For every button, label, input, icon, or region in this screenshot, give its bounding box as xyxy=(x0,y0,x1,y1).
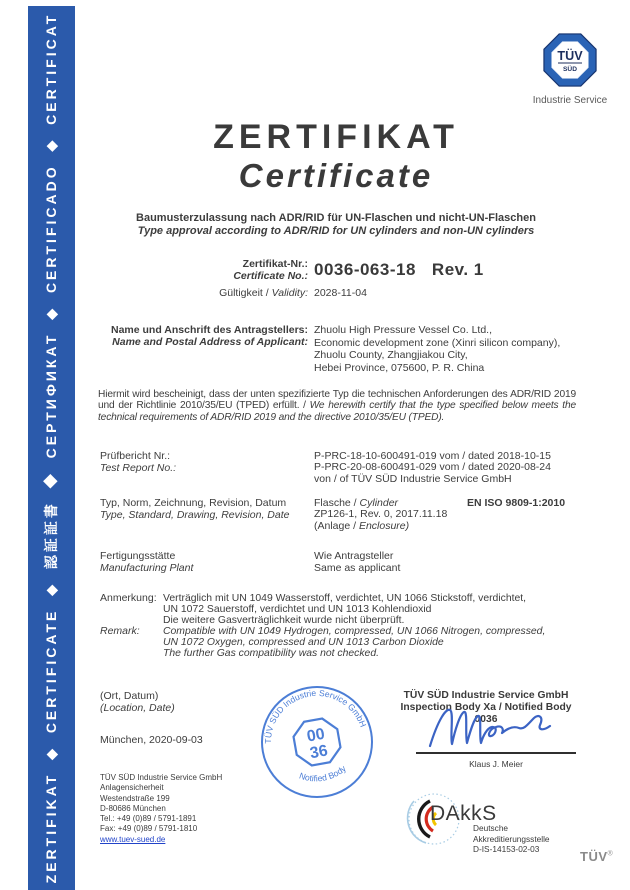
remark-label-de: Anmerkung: xyxy=(100,592,157,604)
test-report-line: P-PRC-20-08-600491-029 vom / dated 2020-08-24 xyxy=(314,461,551,474)
plant-value-en: Same as applicant xyxy=(314,562,401,574)
certificate-side-band xyxy=(28,6,75,890)
place-date-label-en: (Location, Date) xyxy=(100,701,175,714)
applicant-line: Zhuolu High Pressure Vessel Co. Ltd., xyxy=(314,324,493,336)
website-link[interactable]: www.tuev-sued.de xyxy=(100,834,166,844)
plant-label-de: Fertigungsstätte xyxy=(100,550,176,562)
remark-de-line: UN 1072 Sauerstoff, verdichtet und UN 1013 Kohlendioxid xyxy=(163,604,432,616)
approval-subtitle-en: Type approval according to ADR/RID for UN cylinders and non-UN cylinders xyxy=(137,225,535,237)
signature-area xyxy=(416,752,576,769)
type-label xyxy=(100,498,289,521)
tuv-corner-text: TÜV xyxy=(580,849,608,864)
inspection-body-role: Inspection Body Xa / Notified Body 0036 xyxy=(400,702,572,725)
cert-no-label-en: Certificate No.: xyxy=(233,269,308,282)
place-date-label xyxy=(100,691,175,714)
applicant-address xyxy=(314,324,560,374)
applicant-line: Zhuolu County, Zhangjiakou City, xyxy=(314,349,468,362)
remark-de-line: Verträglich mit UN 1049 Wasserstoff, verdichtet, UN 1066 Stickstoff, verdichtet, xyxy=(163,593,527,604)
standard-value: EN ISO 9809-1:2010 xyxy=(467,497,566,509)
remark-en-line: The further Gas compatibility was not checked. xyxy=(163,648,379,660)
footer-line: Anlagensicherheit xyxy=(100,783,164,793)
stamp-code-bottom: 36 xyxy=(308,742,330,763)
footer-line: Tel.: +49 (0)89 / 5791-1891 xyxy=(100,814,197,824)
footer-line: D-80686 München xyxy=(100,803,166,813)
cert-revision: Rev. 1 xyxy=(431,260,484,279)
enclosure-en: Enclosure) xyxy=(358,519,410,532)
dakks-caption xyxy=(473,823,550,855)
applicant-label-de: Name und Anschrift des Antragstellers: xyxy=(110,324,308,336)
notified-body-stamp xyxy=(259,684,375,800)
inspection-body-name: TÜV SÜD Industrie Service GmbH xyxy=(403,690,569,701)
cert-no-label xyxy=(100,259,308,282)
signature-stroke xyxy=(430,710,550,746)
dakks-caption-line: Deutsche xyxy=(473,823,509,833)
validity-label-de: Gültigkeit / xyxy=(219,287,272,299)
statement-en: We herewith certify that the type specified below meets the technical requirements of ADR/RID 2019 and the directive 2010/35/EU (TPED). xyxy=(98,400,576,423)
type-values xyxy=(314,498,447,532)
svg-text:Notified Body xyxy=(296,762,349,787)
stamp-ring-text-top: TÜV SÜD Industrie Service GmbH xyxy=(262,687,369,744)
test-report-label xyxy=(100,451,176,474)
test-report-label-de: Prüfbericht Nr.: xyxy=(100,450,171,462)
type-value-en: Cylinder xyxy=(359,497,399,509)
cert-no-value xyxy=(314,260,484,280)
registered-mark: ® xyxy=(607,850,614,858)
plant-label-en: Manufacturing Plant xyxy=(100,562,194,574)
dakks-caption-line: Akkreditierungsstelle xyxy=(473,833,550,844)
dakks-caption-line: D-IS-14153-02-03 xyxy=(473,844,540,855)
footer-line: Westendstraße 199 xyxy=(100,793,170,803)
type-value-de: Flasche / xyxy=(314,497,360,509)
plant-label xyxy=(100,550,193,574)
enclosure-de: (Anlage / xyxy=(314,519,359,532)
remark-de-text xyxy=(163,593,571,626)
validity-label-en: Validity: xyxy=(271,287,308,299)
test-report-line: P-PRC-18-10-600491-019 vom / dated 2018-10-15 xyxy=(314,450,551,462)
statement-de: Hiermit wird bescheinigt, dass der unten spezifizierte Typ die technischen Anforderungen des ADR/RID 2019 und der Richtlinie 2010/35/EU (TPED) erfüllt. / xyxy=(98,389,576,412)
validity-value: 2028-11-04 xyxy=(314,287,367,299)
applicant-label xyxy=(100,324,308,348)
logo-text-sud: SÜD xyxy=(563,65,577,73)
cert-number: 0036-063-18 xyxy=(314,260,416,279)
dakks-arc-black xyxy=(419,801,430,837)
remark-de-line: Die weitere Gasverträglichkeit wurde nicht überprüft. xyxy=(163,615,405,627)
footer-line: TÜV SÜD Industrie Service GmbH xyxy=(100,773,223,782)
dakks-wordmark: DAkkS xyxy=(430,802,497,825)
logo-text-tuv: TÜV xyxy=(557,49,583,63)
signature-line xyxy=(416,752,576,754)
approval-subtitle-de: Baumusterzulassung nach ADR/RID für UN-Flaschen und nicht-UN-Flaschen xyxy=(136,212,536,224)
type-label-en: Type, Standard, Drawing, Revision, Date xyxy=(100,508,290,521)
validity-label xyxy=(100,288,308,300)
remark-en-line: UN 1072 Oxygen, compressed and UN 1013 Carbon Dioxide xyxy=(163,637,444,649)
page-title-en: Certificate xyxy=(238,157,434,194)
footer-line: Fax: +49 (0)89 / 5791-1810 xyxy=(100,824,198,834)
certification-statement xyxy=(98,389,576,423)
remark-en-line: Compatible with UN 1049 Hydrogen, compressed, UN 1066 Nitrogen, compressed, xyxy=(163,626,546,637)
remark-label-en: Remark: xyxy=(100,625,140,637)
test-report-label-en: Test Report No.: xyxy=(100,461,177,474)
place-date-value: München, 2020-09-03 xyxy=(100,734,203,746)
logo-caption: Industrie Service xyxy=(532,95,608,106)
test-report-values xyxy=(314,451,551,485)
signer-name: Klaus J. Meier xyxy=(469,759,523,769)
plant-values xyxy=(314,550,400,574)
stamp-code-top: 00 xyxy=(305,725,327,746)
test-report-line: von / of TÜV SÜD Industrie Service GmbH xyxy=(314,472,512,485)
applicant-line: Hebei Province, 075600, P. R. China xyxy=(314,361,485,374)
cert-no-label-de: Zertifikat-Nr.: xyxy=(242,258,308,270)
side-band-text: ZERTIFIKAT ◆ CERTIFICATE ◆ 認証証書 ◆ СЕРТИФИКАТ ◆ CERTIFICADO ◆ CERTIFICAT xyxy=(43,12,59,884)
tuv-corner-mark xyxy=(580,849,613,864)
stamp-ring-text-bottom: Notified Body xyxy=(297,763,348,784)
applicant-label-en: Name and Postal Address of Applicant: xyxy=(112,336,308,348)
applicant-line: Economic development zone (Xinri silicon company), xyxy=(314,336,561,349)
type-label-de: Typ, Norm, Zeichnung, Revision, Datum xyxy=(100,497,287,509)
place-date-label-de: (Ort, Datum) xyxy=(100,690,159,702)
page-title-de: ZERTIFIKAT xyxy=(213,118,459,156)
plant-value-de: Wie Antragsteller xyxy=(314,550,394,562)
type-enclosure xyxy=(314,521,447,532)
footer-address xyxy=(100,773,222,845)
type-drawing: ZP126-1, Rev. 0, 2017.11.18 xyxy=(314,508,448,521)
signature-image xyxy=(424,702,556,752)
tuv-sud-logo xyxy=(540,30,600,90)
remark-en-text xyxy=(163,626,571,659)
